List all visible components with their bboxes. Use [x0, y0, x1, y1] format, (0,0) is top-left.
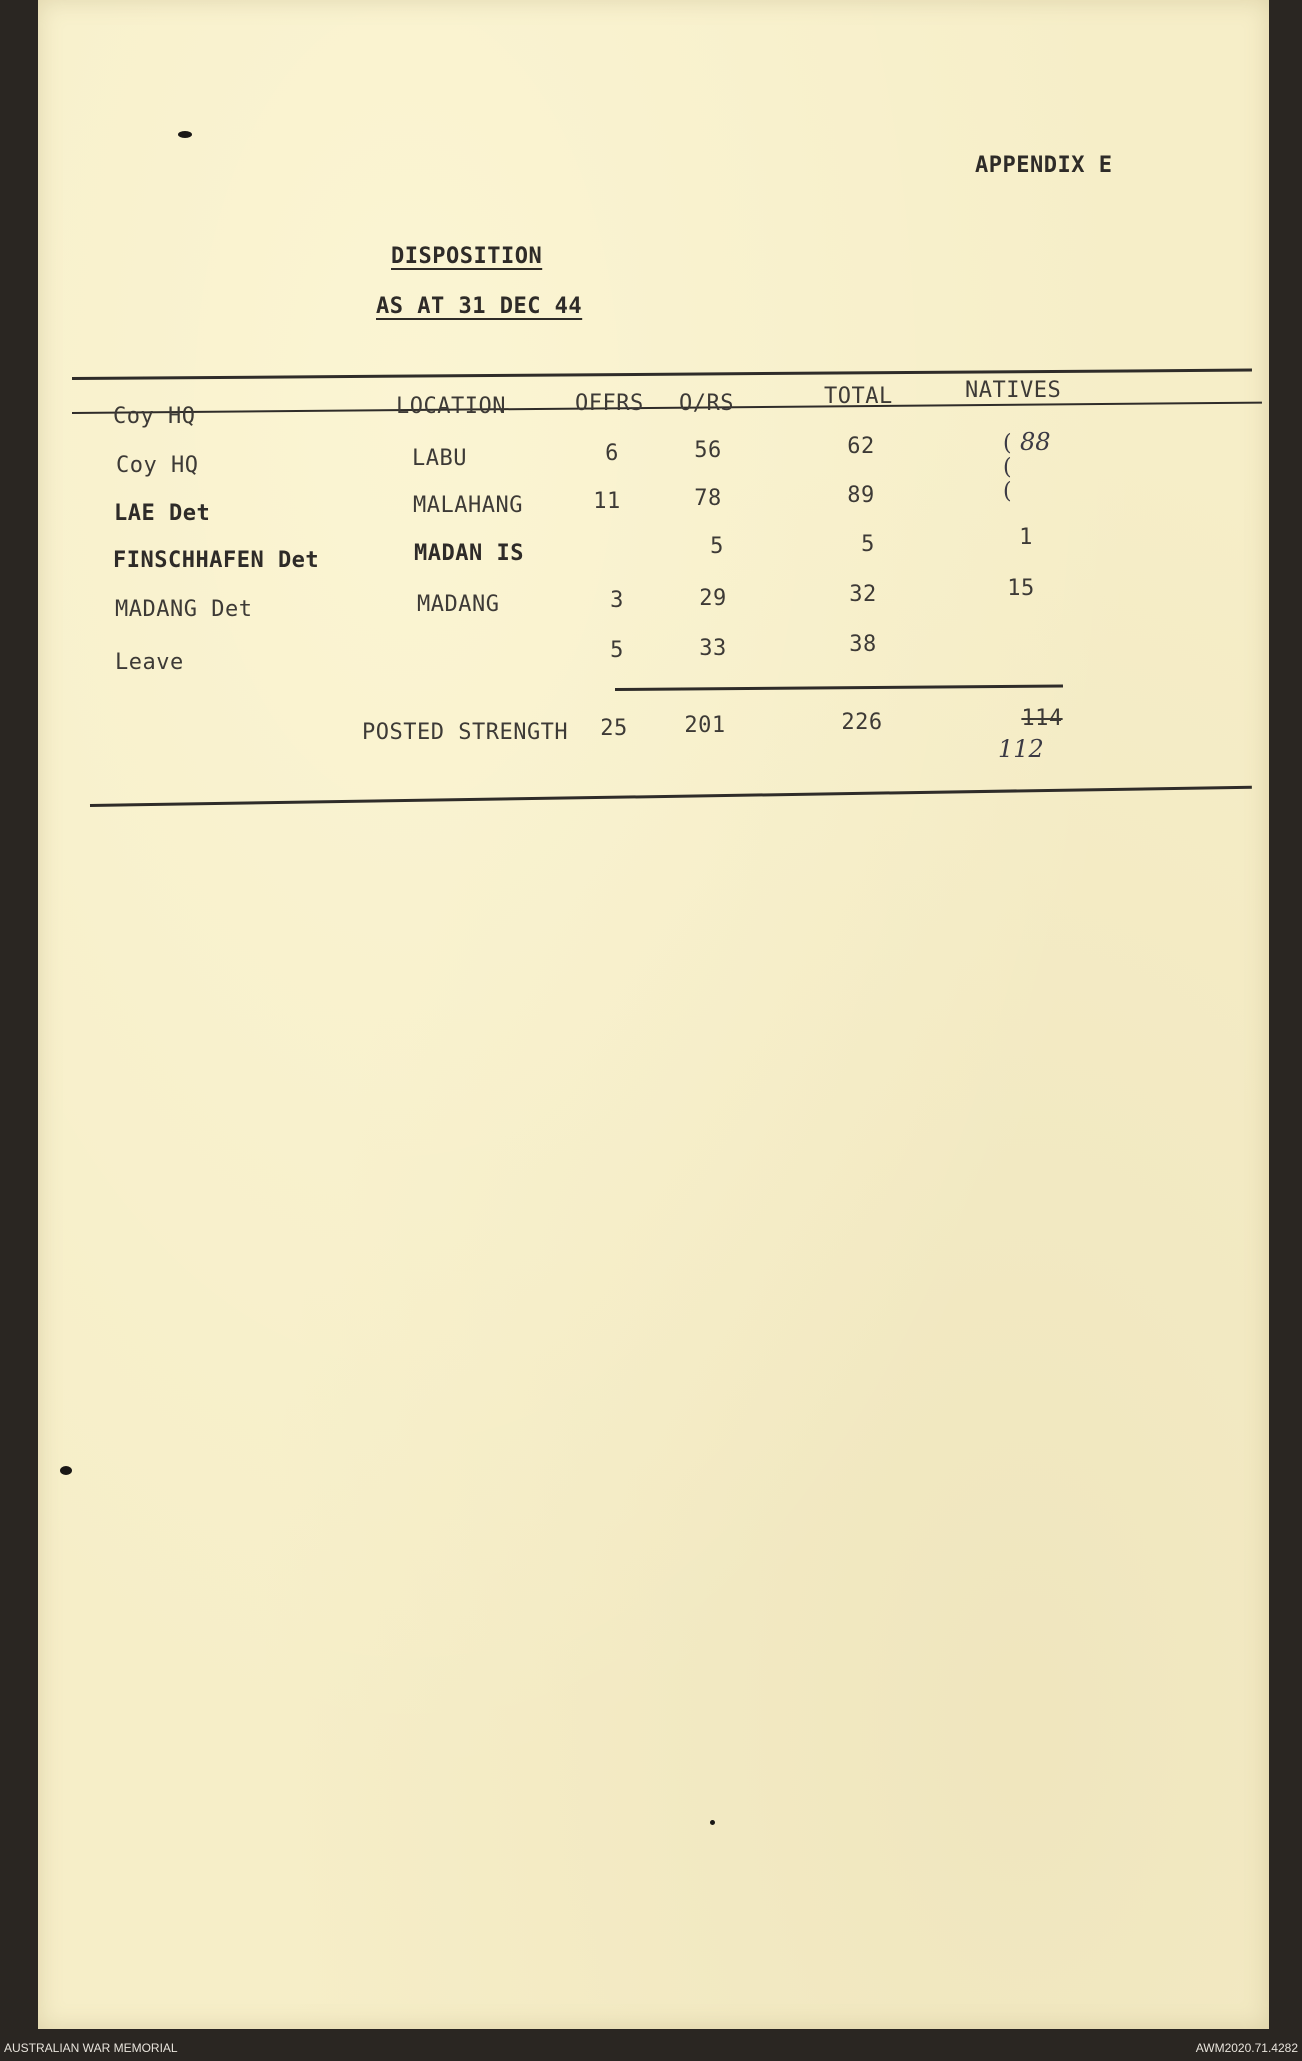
document-page [38, 0, 1269, 2029]
row-1-offrs: 6 [605, 441, 619, 466]
totals-natives-struck: 114 [1021, 706, 1063, 731]
totals-offrs: 25 [600, 716, 628, 741]
row-1-unit: Coy HQ [116, 453, 199, 478]
row-2-offrs: 11 [593, 489, 621, 514]
row-3-location: MADAN IS [414, 541, 524, 566]
row-5-total: 38 [849, 632, 877, 657]
row-4-total: 32 [849, 582, 877, 607]
footer-right: AWM2020.71.4282 [1195, 2041, 1298, 2055]
document-subtitle: AS AT 31 DEC 44 [376, 294, 583, 319]
row-4-location: MADANG [417, 592, 500, 617]
totals-label: POSTED STRENGTH [362, 720, 569, 745]
totals-natives-corrected: 112 [998, 735, 1044, 763]
totals-rule [615, 684, 1063, 691]
table-top-rule [72, 369, 1252, 380]
row-4-unit: MADANG Det [115, 597, 253, 622]
totals-ors: 201 [684, 713, 726, 738]
ink-mark-top [178, 131, 192, 138]
document-title: DISPOSITION [391, 244, 543, 269]
row-3-ors: 5 [710, 534, 724, 559]
row-2-total: 89 [847, 483, 875, 508]
column-header-natives: NATIVES [965, 378, 1062, 403]
header-rule [72, 402, 1262, 414]
column-header-unit: Coy HQ [113, 404, 196, 429]
row-1-location: LABU [412, 446, 467, 471]
footer-left: AUSTRALIAN WAR MEMORIAL [4, 2041, 178, 2055]
table-bottom-rule [90, 786, 1252, 807]
row-2-unit: LAE Det [114, 501, 211, 526]
row-1-total: 62 [847, 434, 875, 459]
totals-total: 226 [841, 710, 883, 735]
row-3-unit: FINSCHHAFEN Det [113, 548, 320, 573]
ink-mark-left [60, 1466, 72, 1475]
row-1-ors: 56 [694, 438, 722, 463]
column-header-total: TOTAL [824, 384, 893, 409]
column-header-location: LOCATION [396, 394, 506, 419]
ink-dot-bottom [710, 1820, 715, 1825]
row-2-ors: 78 [694, 486, 722, 511]
row-4-natives: 15 [1007, 576, 1035, 601]
natives-bracket: ( ( ( [1003, 431, 1012, 504]
row-2-location: MALAHANG [413, 493, 523, 518]
row-4-offrs: 3 [610, 588, 624, 613]
appendix-label: APPENDIX E [975, 153, 1113, 178]
column-header-offrs: OFFRS [575, 391, 644, 416]
row-3-natives: 1 [1019, 525, 1033, 550]
row-5-ors: 33 [699, 636, 727, 661]
natives-handwritten-group: 88 [1020, 428, 1051, 456]
row-3-total: 5 [861, 532, 875, 557]
row-4-ors: 29 [699, 586, 727, 611]
row-5-unit: Leave [115, 650, 184, 675]
column-header-ors: O/RS [679, 391, 734, 416]
row-5-offrs: 5 [610, 638, 624, 663]
